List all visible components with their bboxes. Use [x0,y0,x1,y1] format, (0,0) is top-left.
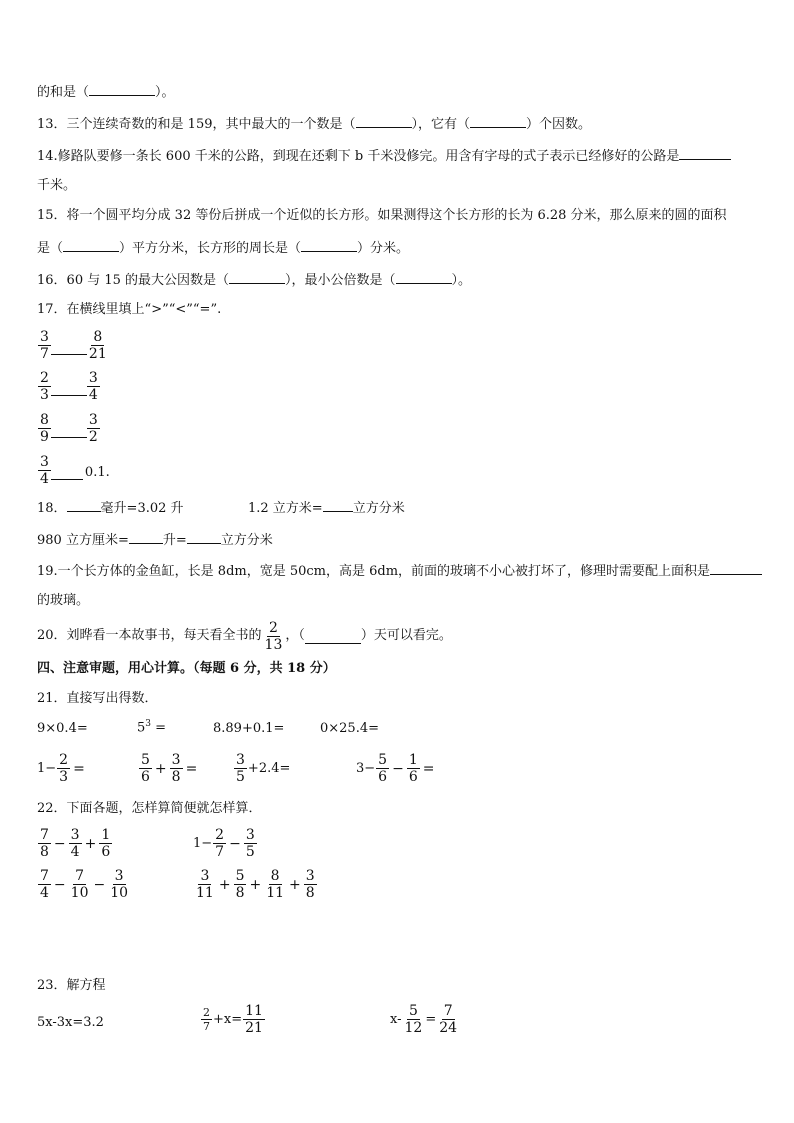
answer-blank[interactable] [129,529,163,544]
fraction: $\frac{3}{4}$ [88,369,98,403]
answer-blank[interactable] [51,461,83,480]
fraction: $\frac{3}{11}$ [196,868,214,901]
calc-expression: $\frac{3}{11}$ + $\frac{5}{8}$ + $\frac{8}{11}$ + $\frac{3}{8}$ [196,868,315,901]
equation: $\frac{2}{7}$ +x= $\frac{11}{21}$ [203,1003,263,1036]
answer-blank[interactable] [51,336,87,355]
fraction: $\frac{7}{8}$ [40,827,49,860]
fraction: $\frac{2}{3}$ [59,752,69,785]
answer-blank[interactable] [89,81,155,96]
question-18: 18． 毫升=3.02 升 [37,497,184,519]
fraction: $\frac{2}{7}$ [203,1006,210,1033]
fraction: $\frac{2}{7}$ [215,827,225,860]
question-14-line2: 千米。 [37,178,77,193]
fraction: $\frac{3}{10}$ [110,868,129,901]
section-heading: 四、注意审题，用心计算。（每题 6 分，共 18 分） [37,661,336,676]
fraction: $\frac{8}{9}$ [40,411,49,445]
answer-blank[interactable] [187,529,221,544]
answer-blank[interactable] [396,269,452,284]
answer-blank[interactable] [67,497,101,512]
fraction: $\frac{1}{6}$ [101,827,111,860]
question-22-stem: 22．下面各题，怎样算简便就怎样算． [37,801,262,816]
question-18-b: 1.2 立方米= 立方分米 [248,497,405,519]
compare-row [37,368,101,404]
calc-item: 9×0.4= [37,721,88,736]
fraction: $\frac{7}{10}$ [70,868,89,901]
question-23-stem: 23．解方程 [37,978,106,993]
calc-expression: 1− $\frac{2}{7}$ − $\frac{3}{5}$ [193,827,255,860]
fraction: $\frac{2}{13}$ [264,619,283,653]
question-17-stem: 17．在横线里填上“>”“<”“=”. [37,302,222,317]
fraction: $\frac{5}{8}$ [235,868,245,901]
fraction: $\frac{3}{5}$ [236,752,245,785]
calc-item: 8.89+0.1= [213,721,285,736]
fraction: $\frac{5}{6}$ [141,752,150,785]
answer-blank[interactable] [710,560,762,575]
question-19-line2: 的玻璃。 [37,593,90,608]
fraction: $\frac{8}{11}$ [266,868,285,901]
question-21-stem: 21．直接写出得数． [37,691,158,706]
question-19: 19.一个长方体的金鱼缸，长是 8dm，宽是 50cm，高是 6dm，前面的玻璃不小心被打坏了，修理时需要配上面积是 [37,560,762,582]
equation: 5x-3x=3.2 [37,1015,104,1030]
answer-blank[interactable] [356,113,412,128]
compare-row [37,410,101,446]
fraction: $\frac{5}{6}$ [378,752,388,785]
q11-tail: 的和是（ ）。 [37,81,175,103]
answer-blank[interactable] [301,237,357,252]
calc-expression: $\frac{7}{4}$ − $\frac{7}{10}$ − $\frac{3}{10}$ [40,868,129,901]
fraction: $\frac{3}{7}$ [40,328,49,362]
calc-expression: $\frac{7}{8}$ − $\frac{3}{4}$ + $\frac{1}{6}$ [40,827,111,860]
fraction: $\frac{3}{4}$ [40,453,49,487]
calc-item: $5^3$ = [137,719,167,736]
fraction: $\frac{7}{24}$ [439,1003,458,1036]
answer-blank[interactable] [229,269,285,284]
question-14: 14.修路队要修一条长 600 千米的公路，到现在还剩下 b 千米没修完。用含有字母的式子表示已经修好的公路是 [37,145,731,167]
question-15: 15．将一个圆平均分成 32 等份后拼成一个近似的长方形。如果测得这个长方形的长为 6.28 分米，那么原来的圆的面积 [37,208,727,223]
answer-blank[interactable] [63,237,119,252]
answer-blank[interactable] [679,145,731,160]
fraction: $\frac{1}{6}$ [408,752,418,785]
answer-blank[interactable] [51,419,87,438]
question-15-line2: 是（ ）平方分米，长方形的周长是（ ）分米。 [37,237,409,259]
answer-blank[interactable] [305,629,361,644]
question-18-c: 980 立方厘米= 升= 立方分米 [37,529,273,551]
calc-item: 0×25.4= [320,721,380,736]
question-16: 16．60 与 15 的最大公因数是（ ），最小公倍数是（ ）。 [37,269,471,291]
equation: x- $\frac{5}{12}$ = $\frac{7}{24}$ [390,1003,458,1036]
question-20: 20．刘晔看一本故事书，每天看全书的 $\frac{2}{13}$ ，（ ）天可以看完。 [37,619,452,653]
compare-row [37,327,110,363]
fraction: $\frac{3}{4}$ [70,827,80,860]
answer-blank[interactable] [51,377,87,396]
fraction: $\frac{2}{3}$ [40,369,49,403]
fraction: $\frac{8}{21}$ [88,328,107,362]
compare-row: $\frac{3}{4}$ 0.1. [40,453,110,487]
fraction: $\frac{3}{2}$ [88,411,98,445]
question-13: 13．三个连续奇数的和是 159，其中最大的一个数是（ ），它有（ ）个因数。 [37,113,591,135]
fraction: $\frac{3}{8}$ [171,752,181,785]
calc-item: 3− $\frac{5}{6}$ − $\frac{1}{6}$ = [356,752,435,785]
fraction: $\frac{3}{8}$ [305,868,315,901]
answer-blank[interactable] [470,113,526,128]
calc-item: $\frac{3}{5}$ +2.4= [236,752,291,785]
answer-blank[interactable] [323,497,353,512]
fraction: $\frac{3}{5}$ [245,827,255,860]
calc-item: $\frac{5}{6}$ + $\frac{3}{8}$ = [141,752,198,785]
fraction: $\frac{7}{4}$ [40,868,49,901]
fraction: $\frac{11}{21}$ [245,1003,263,1036]
fraction: $\frac{5}{12}$ [404,1003,423,1036]
calc-item: 1− $\frac{2}{3}$ = [37,752,85,785]
